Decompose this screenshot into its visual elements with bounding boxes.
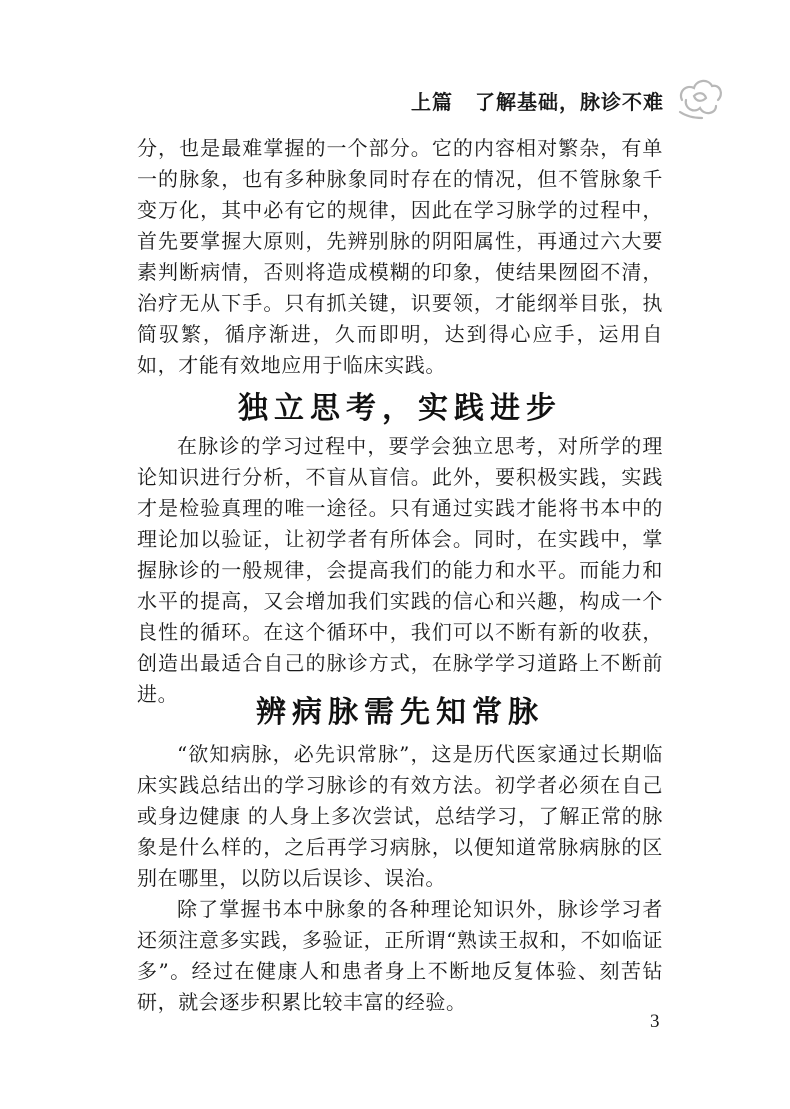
paragraph: 在脉诊的学习过程中，要学会独立思考，对所学的理论知识进行分析，不盲从盲信。此外，要积极实践，实践才是检验真理的唯一途径。只有通过实践才能将书本中的理论加以验证，让初学者有所体会。同时，在实践中，掌握脉诊的一般规律，会提高我们的能力和水平。而能力和水平的提高，又会增加我们实践的信心和兴趣，构成一个良性的循环。在这个循环中，我们可以不断有新的收获，创造出最适合自己的脉诊方式，在脉学学习道路上不断前进。 (137, 434, 663, 706)
header-part-label: 上篇 (411, 90, 453, 114)
cloud-ornament-icon (672, 70, 728, 126)
section-heading: 独立思考，实践进步 (238, 391, 562, 426)
page-number: 3 (650, 1011, 660, 1032)
section-heading: 辨病脉需先知常脉 (256, 695, 544, 730)
section-text-block (137, 739, 663, 1018)
paragraph: 分，也是最难掌握的一个部分。它的内容相对繁杂，有单一的脉象，也有多种脉象同时存在的情况，但不管脉象千变万化，其中必有它的规律，因此在学习脉学的过程中，首先要掌握大原则，先辨别脉的阴阳属性，再通过六大要素判断病情，否则将造成模糊的印象，使结果囫囵不清，治疗无从下手。只有抓关键，识要领，才能纲举目张，执简驭繁，循序渐进，久而即明，达到得心应手，运用自如，才能有效地应用于临床实践。 (137, 136, 663, 377)
header-chapter-title: 了解基础，脉诊不难 (475, 90, 664, 114)
paragraph: 除了掌握书本中脉象的各种理论知识外，脉诊学习者还须注意多实践，多验证，正所谓“熟读王叔和，不如临证多”。经过在健康人和患者身上不断地反复体验、刻苦钻研，就会逐步积累比较丰富的经验。 (137, 897, 663, 1014)
paragraph: “欲知病脉，必先识常脉”，这是历代医家通过长期临床实践总结出的学习脉诊的有效方法。初学者必须在自己或身边健康 的人身上多次尝试，总结学习，了解正常的脉象是什么样的，之后再学习病脉，以便知道常脉病脉的区别在哪里，以防以后误诊、误治。 (137, 742, 663, 890)
section-text-block (137, 431, 663, 710)
running-header (411, 86, 664, 115)
continued-text-block (137, 133, 663, 381)
